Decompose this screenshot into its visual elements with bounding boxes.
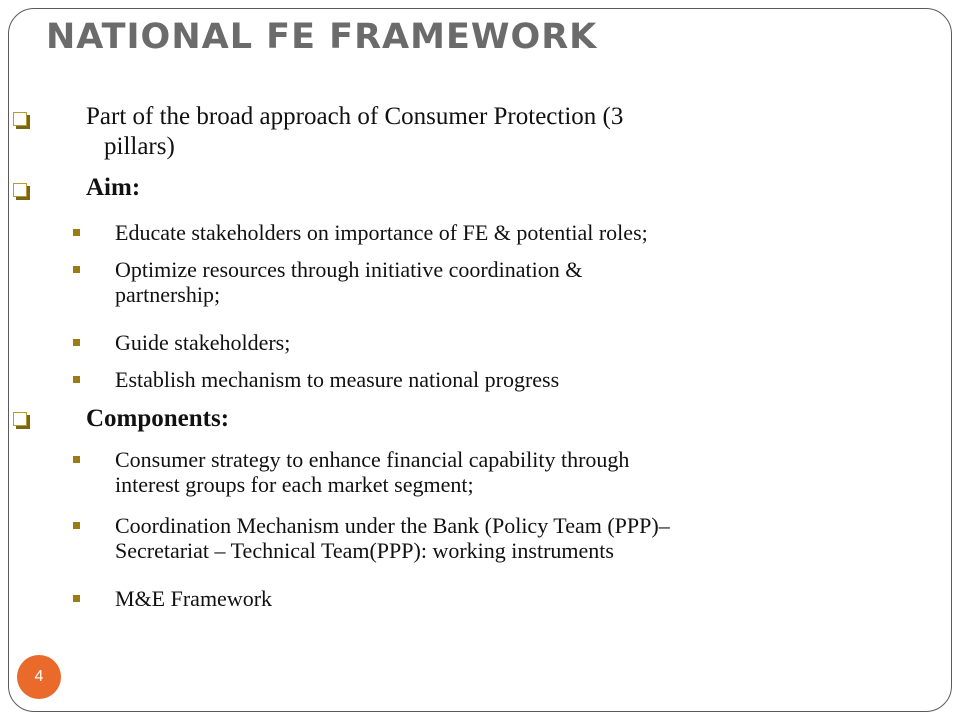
- filled-square-icon: [73, 522, 80, 529]
- filled-square-icon: [73, 229, 80, 236]
- bullet-text: Aim:: [86, 174, 141, 201]
- slide-title: NATIONAL FE FRAMEWORK: [46, 17, 598, 57]
- sub-bullet-item: [115, 257, 835, 307]
- hollow-square-icon: [13, 412, 27, 426]
- sub-bullet-item: M&E Framework: [115, 586, 273, 611]
- filled-square-icon: [73, 339, 80, 346]
- bullet-heading: [86, 173, 806, 203]
- bullet-text-line: partnership;: [115, 282, 221, 307]
- bullet-item: [86, 102, 806, 162]
- page-number-badge: 4: [17, 655, 61, 699]
- sub-bullet-item: Educate stakeholders on importance of FE & potential roles;: [115, 220, 648, 245]
- filled-square-icon: [73, 266, 80, 273]
- bullet-text-line: Part of the broad approach of Consumer Protection (3: [86, 103, 624, 130]
- hollow-square-icon: [13, 183, 27, 197]
- hollow-square-icon: [13, 112, 27, 126]
- bullet-text-line: interest groups for each market segment;: [115, 472, 474, 497]
- sub-bullet-item: Guide stakeholders;: [115, 330, 291, 355]
- bullet-heading: [86, 404, 806, 434]
- bullet-text-line: Secretariat – Technical Team(PPP): working instruments: [115, 538, 614, 563]
- sub-bullet-item: [115, 513, 835, 563]
- bullet-text-line: pillars): [104, 133, 175, 160]
- sub-bullet-item: [115, 447, 835, 497]
- bullet-text-line: Coordination Mechanism under the Bank (Policy Team (PPP)–: [115, 513, 670, 538]
- sub-bullet-item: Establish mechanism to measure national progress: [115, 367, 560, 392]
- filled-square-icon: [73, 376, 80, 383]
- bullet-text-line: Consumer strategy to enhance financial capability through: [115, 447, 630, 472]
- bullet-text: Components:: [86, 405, 230, 432]
- bullet-text-line: Optimize resources through initiative coordination &: [115, 257, 583, 282]
- filled-square-icon: [73, 595, 80, 602]
- filled-square-icon: [73, 456, 80, 463]
